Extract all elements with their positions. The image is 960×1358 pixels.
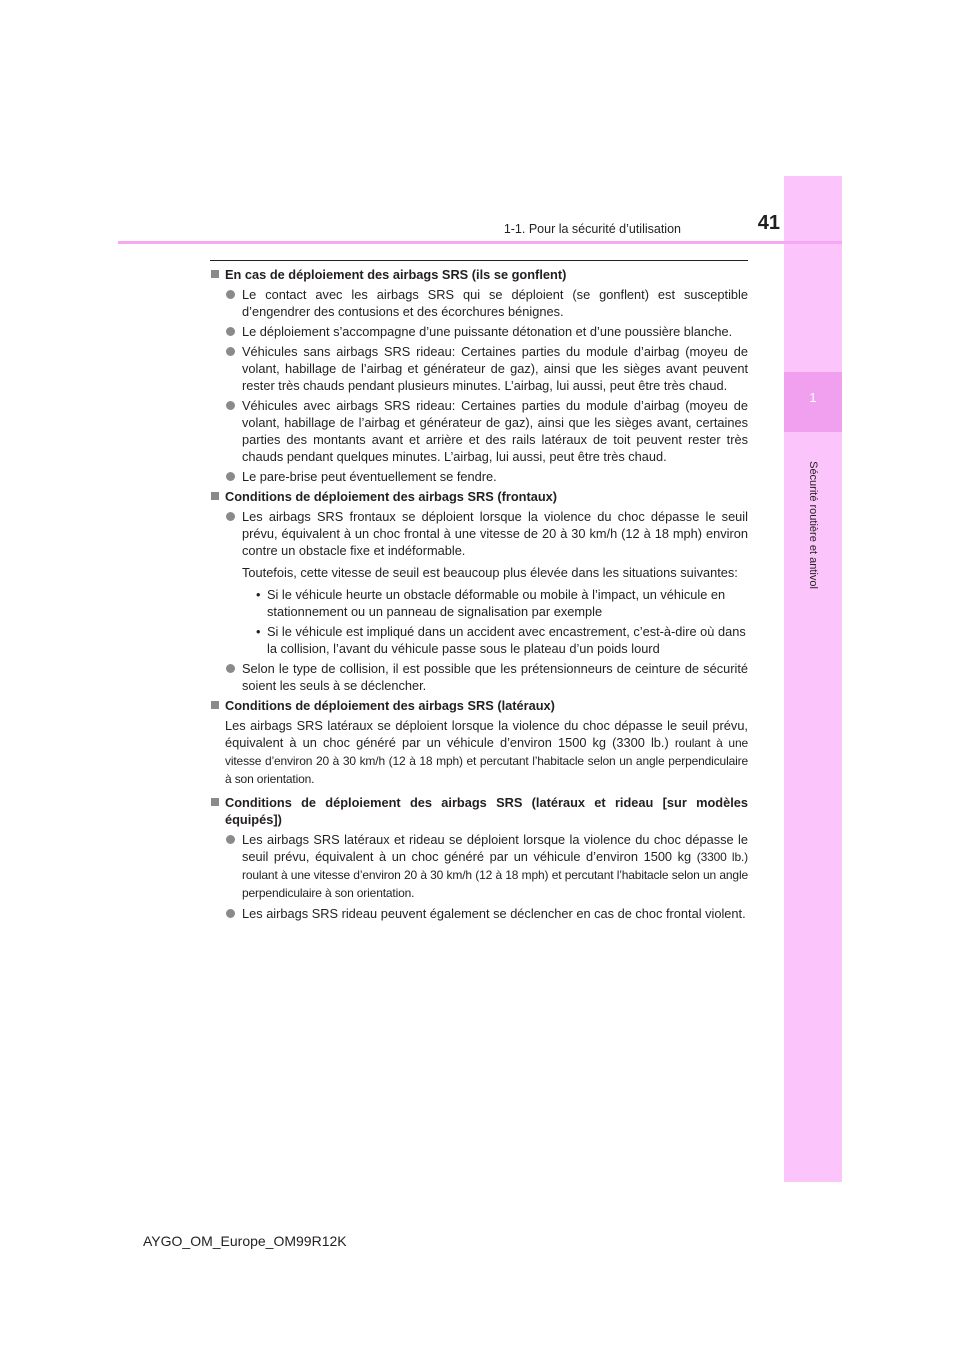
list-item: Les airbags SRS rideau peuvent également se déclencher en cas de choc frontal violent. xyxy=(207,905,748,922)
list-item: Selon le type de collision, il est possible que les prétensionneurs de ceinture de sécurité soient les seuls à se déclencher. xyxy=(207,660,748,694)
list-item: Les airbags SRS latéraux et rideau se déploient lorsque la violence du choc dépasse le seuil prévu, équivalent à un choc généré par un véhicule d’environ 1500 kg (3300 lb.) roulant à une vitesse d’environ 20 à 30 km/h (12 à 18 mph) et percutant l’habitacle selon un angle perpendiculaire à son orientation. xyxy=(207,831,748,902)
chapter-side-tab xyxy=(784,176,842,1182)
round-bullet-icon xyxy=(226,401,235,410)
list-item: Le pare-brise peut éventuellement se fendre. xyxy=(207,468,748,485)
round-bullet-icon xyxy=(226,347,235,356)
round-bullet-icon xyxy=(226,472,235,481)
list-item: Les airbags SRS frontaux se déploient lorsque la violence du choc dépasse le seuil prévu, équivalent à un choc frontal à une vitesse de 20 à 30 km/h (12 à 18 mph) environ contre un obstacle fixe et indéformable. xyxy=(207,508,748,559)
round-bullet-icon xyxy=(226,909,235,918)
dot-marker: • xyxy=(256,624,261,639)
round-bullet-icon xyxy=(226,664,235,673)
square-bullet-icon xyxy=(211,701,219,709)
round-bullet-icon xyxy=(226,327,235,336)
list-item: Le contact avec les airbags SRS qui se déploient (se gonflent) est susceptible d’engendrer des contusions et des écorchures bénignes. xyxy=(207,286,748,320)
section-heading: Conditions de déploiement des airbags SRS (frontaux) xyxy=(207,488,748,505)
document-code: AYGO_OM_Europe_OM99R12K xyxy=(143,1233,347,1249)
round-bullet-icon xyxy=(226,512,235,521)
round-bullet-icon xyxy=(226,835,235,844)
section-heading: En cas de déploiement des airbags SRS (ils se gonflent) xyxy=(207,266,748,283)
page-number: 41 xyxy=(757,212,780,234)
square-bullet-icon xyxy=(211,492,219,500)
running-head: 1-1. Pour la sécurité d’utilisation xyxy=(503,222,681,236)
header-line xyxy=(118,241,842,244)
square-bullet-icon xyxy=(211,798,219,806)
chapter-number: 1 xyxy=(809,390,817,405)
sub-list-item: • Si le véhicule est impliqué dans un accident avec encastrement, c’est-à-dire où dans la collision, l’avant du véhicule passe sous le plateau d’un poids lourd xyxy=(256,624,746,656)
list-item: Le déploiement s’accompagne d’une puissante détonation et d’une poussière blanche. xyxy=(207,323,748,340)
square-bullet-icon xyxy=(211,270,219,278)
top-rule xyxy=(210,260,748,261)
dot-marker: • xyxy=(256,587,261,602)
body-paragraph: Les airbags SRS latéraux se déploient lorsque la violence du choc dépasse le seuil prévu, équivalent à un choc généré par un véhicule d’environ 1500 kg (3300 lb.) roulant à une vitesse d’environ 20 à 30 km/h (12 à 18 mph) et percutant l’habitacle selon un angle perpendiculaire à son orientation. xyxy=(225,718,748,786)
section-heading: Conditions de déploiement des airbags SRS (latéraux et rideau [sur modèles équipés]) xyxy=(207,794,748,828)
round-bullet-icon xyxy=(226,290,235,299)
sub-list-item: • Si le véhicule heurte un obstacle déformable ou mobile à l’impact, un véhicule en stationnement ou un panneau de signalisation par exemple xyxy=(256,587,726,619)
section-heading: Conditions de déploiement des airbags SRS (latéraux) xyxy=(207,697,748,714)
list-item: Véhicules sans airbags SRS rideau: Certaines parties du module d’airbag (moyeu de volant, habillage de l’airbag et générateur de gaz), ainsi que les sièges avant peuvent rester très chauds pendant plusieurs minutes. L’airbag, lui aussi, peut être très chaud. xyxy=(207,343,748,394)
chapter-title: Sécurité routière et antivol xyxy=(807,461,819,589)
list-item: Véhicules avec airbags SRS rideau: Certaines parties du module d’airbag (moyeu de volant, habillage de l’airbag et générateur de gaz), ainsi que les sièges avant, certaines parties des montants avant et arrière et des rails latéraux de toit peuvent rester très chauds pendant quelques minutes. L’airbag, lui aussi, peut être très chaud. xyxy=(207,397,748,465)
note-paragraph: Toutefois, cette vitesse de seuil est beaucoup plus élevée dans les situations suivantes: xyxy=(242,565,738,580)
page-content xyxy=(207,266,748,925)
